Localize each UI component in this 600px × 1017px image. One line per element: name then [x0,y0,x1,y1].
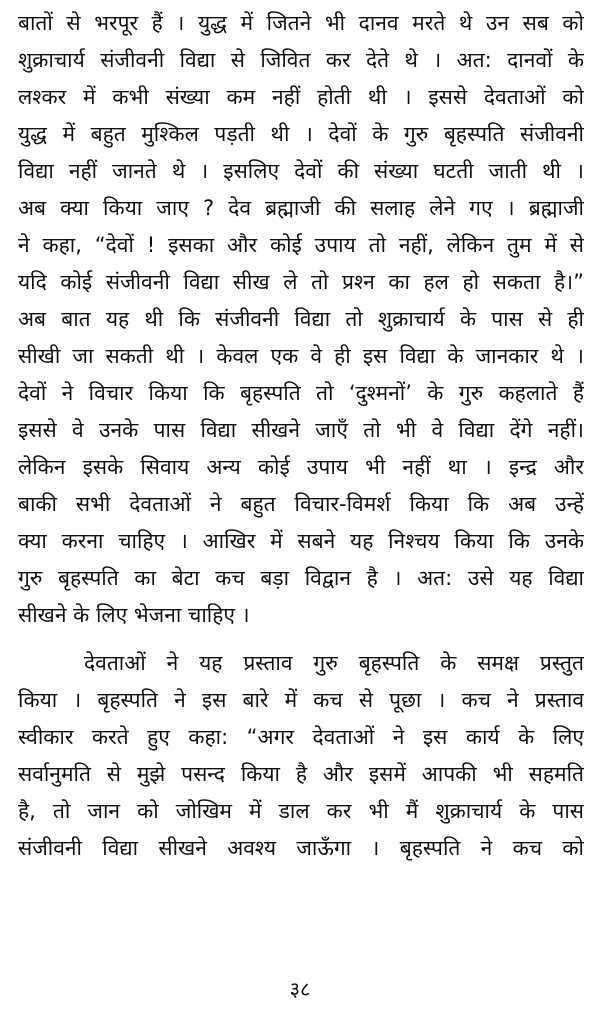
text-line: सीखी जा सकती थी । केवल एक वे ही इस विद्या के जानकार थे । [18,344,584,368]
text-line: शुक्राचार्य संजीवनी विद्या से जिवित कर देते थे । अत: दानवों के [18,48,584,72]
text-line: अब बात यह थी कि संजीवनी विद्या तो शुक्राचार्य के पास से ही [18,307,584,331]
text-line: है, तो जान को जोखिम में डाल कर भी मैं शुक्राचार्य के पास [18,799,584,823]
text-line: सर्वानुमति से मुझे पसन्द किया है और इसमें आपकी भी सहमति [18,762,584,786]
page-number: ३८ [289,977,311,1001]
text-line: क्या करना चाहिए । आखिर में सबने यह निश्चय किया कि उनके [18,529,584,553]
text-line: बातों से भरपूर हैं । युद्ध में जितने भी दानव मरते थे उन सब को [18,11,584,35]
text-line: लश्कर में कभी संख्या कम नहीं होती थी । इससे देवताओं को [18,85,584,109]
text-line: स्वीकार करते हुए कहा: “अगर देवताओं ने इस कार्य के लिए [18,725,584,749]
text-line: यदि कोई संजीवनी विद्या सीख ले तो प्रश्‍न का हल हो सकता है।” [18,270,584,294]
text-line: लेकिन इसके सिवाय अन्य कोई उपाय भी नहीं था । इन्द्र और [18,455,584,479]
text-line: देवताओं ने यह प्रस्ताव गुरु बृहस्पति के समक्ष प्रस्तुत [84,651,584,675]
text-line: विद्या नहीं जानते थे । इसलिए देवों की संख्या घटती जाती थी । [18,159,584,183]
text-line: देवों ने विचार किया कि बृहस्पति तो ‘दुश्मनों’ के गुरु कहलाते हैं [18,381,584,405]
text-line: इससे वे उनके पास विद्या सीखने जाएँ तो भी वे विद्या देंगे नहीं। [18,418,584,442]
text-line: संजीवनी विद्या सीखने अवश्य जाऊँगा । बृहस्पति ने कच को [18,836,584,860]
text-line: गुरु बृहस्पति का बेटा कच बड़ा विद्वान है । अत: उसे यह विद्या [18,566,584,590]
text-line: युद्ध में बहुत मुश्किल पड़ती थी । देवों के गुरु बृहस्पति संजीवनी [18,122,584,146]
text-line: अब क्या किया जाए ? देव ब्रह्माजी की सलाह लेने गए । ब्रह्माजी [18,196,584,220]
text-line: किया । बृहस्पति ने इस बारे में कच से पूछा । कच ने प्रस्ताव [18,688,584,712]
text-line: ने कहा, “देवों ! इसका और कोई उपाय तो नहीं, लेकिन तुम में से [18,233,584,257]
text-line: बाकी सभी देवताओं ने बहुत विचार-विमर्श किया कि अब उन्हें [18,492,584,516]
text-line: सीखने के लिए भेजना चाहिए । [18,603,250,627]
